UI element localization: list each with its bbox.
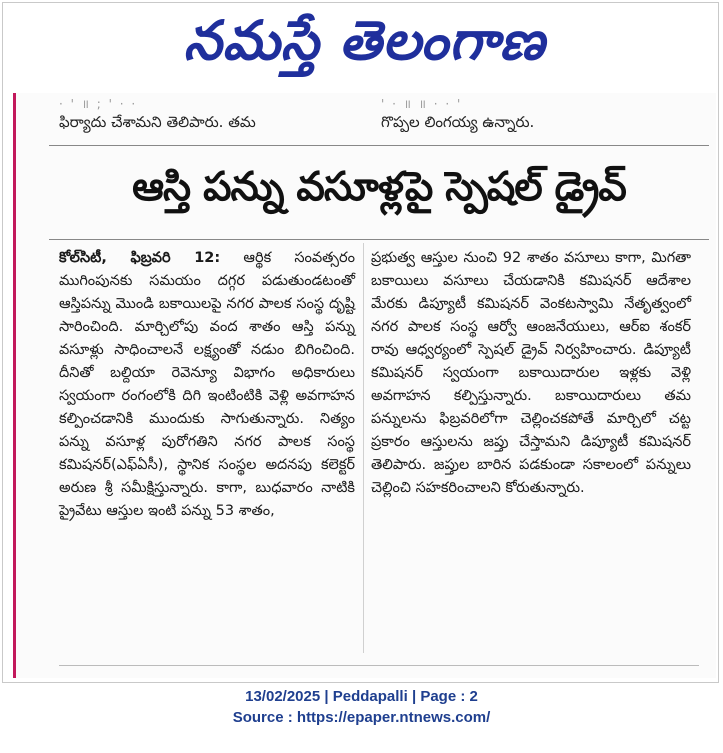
news-clipping: [13, 93, 716, 678]
fragment-text: గొప్పల లింగయ్య ఉన్నారు.: [381, 113, 535, 131]
masthead: [3, 3, 723, 91]
column-text: ప్రభుత్వ ఆస్తుల నుంచి 92 శాతం వసూలు కాగా, మిగతా బకాయిలు వసూలు చేయడానికి కమిషనర్ ఆదేశాల మేరకు డిప్యూటీ కమిషనర్ వెంకటస్వామి నేతృత్వంలో నగర పాలక సంస్థ ఆర్వో ఆంజనేయులు, ఆర్ఐ శంకర్ రావు ఆధ్వర్యంలో స్పెషల్ డ్రైవ్ నిర్వహించారు. డిప్యూటీ కమిషనర్ స్వయంగా బకాయిదారుల ఇళ్లకు వెళ్లి అవగాహన కల్పిస్తున్నారు. బకాయిదారులు తమ పన్నులను ఫిబ్రవరిలోగా చెల్లించకపోతే మార్చిలో చట్ట ప్రకారం ఆస్తులను జప్తు చేస్తామని డిప్యూటీ కమిషనర్ తెలిపారు. జప్తుల బారిన పడకుండా సకాలంలో పన్నులు చెల్లించి సహకరించాలని కోరుతున్నారు.: [371, 250, 691, 496]
dateline: కోల్‌సిటీ, ఫిబ్రవరి 12:: [59, 250, 221, 266]
divider: [49, 239, 709, 240]
footer-source: Source : https://epaper.ntnews.com/: [232, 709, 491, 726]
side-rule: [13, 93, 16, 678]
separator: |: [324, 688, 333, 705]
column-divider: [363, 243, 364, 653]
source-footer: [0, 686, 723, 746]
previous-article-fragment-left: [59, 93, 379, 139]
newspaper-logo: నమస్తే తెలంగాణ: [183, 8, 546, 72]
article-column-right: [371, 247, 691, 500]
cut-text-line: ' · ॥ ॥ · · ': [381, 97, 463, 111]
page-frame: [2, 2, 719, 683]
footer-page: Page : 2: [420, 688, 478, 705]
next-article-edge: [59, 665, 699, 678]
divider: [49, 145, 709, 146]
fragment-text: ఫిర్యాదు చేశామని తెలిపారు. తమ: [59, 113, 256, 131]
column-text: ఆర్థిక సంవత్సరం ముగింపునకు సమయం దగ్గర పడుతుండటంతో ఆస్తిపన్ను మొండి బకాయిలపై నగర పాలక సంస్థ దృష్టి సారించింది. మార్చిలోపు వంద శాతం ఆస్తి పన్ను వసూళ్లు సాధించాలనే లక్ష్యంతో నడుం బిగించింది. దీనితో బల్దియా రెవెన్యూ విభాగం అధికారులు స్వయంగా రంగంలోకి దిగి ఇంటింటికి వెళ్లి అవగాహన కల్పించడానికి ముందుకు సాగుతున్నారు. నిత్యం పన్ను వసూళ్ల పురోగతిని నగర పాలక సంస్థ కమిషనర్(ఎఫ్ఏసీ), స్థానిక సంస్థల అదనపు కలెక్టర్ అరుణ శ్రీ సమీక్షిస్తున్నారు. కాగా, బుధవారం నాటికి ప్రైవేటు ఆస్తుల ఇంటి పన్ను 53 శాతం,: [59, 250, 355, 519]
previous-article-fragment-right: [381, 93, 701, 139]
footer-meta: [0, 686, 723, 707]
article-column-left: [59, 247, 355, 523]
footer-edition: Peddapalli: [332, 688, 408, 705]
article-headline: ఆస్తి పన్ను వసూళ్లపై స్పెషల్ డ్రైవ్: [132, 164, 626, 210]
separator: |: [411, 688, 421, 705]
footer-date: 13/02/2025: [245, 688, 321, 705]
cut-text-line: · ' ॥ ; ' · ·: [59, 97, 138, 111]
